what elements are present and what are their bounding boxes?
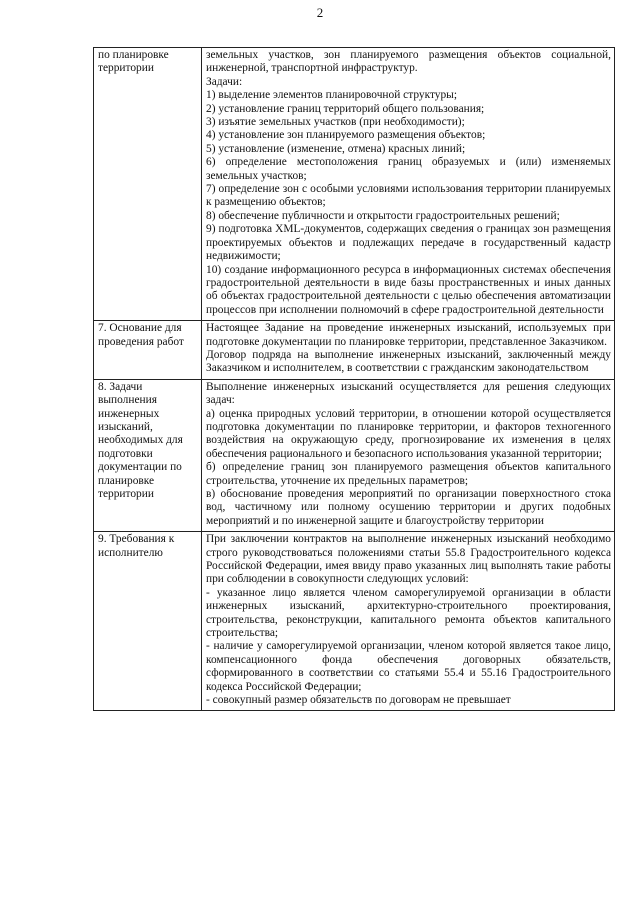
list-item: а) оценка природных условий территории, в отношении которой осуществляется подготовка документации по планировке территории, и факторов техногенного воздействия на окружающую среду, прогнозирование их изменения в целях обеспечения рационального и безопасного использования указанной территории; xyxy=(206,407,611,460)
requirements-table xyxy=(93,47,615,711)
row-label: по планировке территории xyxy=(94,48,202,321)
list-item: 3) изъятие земельных участков (при необходимости); xyxy=(206,116,465,129)
list-item: 7) определение зон с особыми условиями использования территории планируемых к размещению объектов; xyxy=(206,183,611,209)
table-row xyxy=(94,321,615,380)
list-item: - указанное лицо является членом саморегулируемой организации в области инженерных изысканий, архитектурно-строительного проектирования, строительства, реконструкции, капитального ремонта объектов капитального строительства; xyxy=(206,586,611,640)
list-item: 1) выделение элементов планировочной структуры; xyxy=(206,89,457,102)
table-row xyxy=(94,48,615,321)
row-content xyxy=(202,321,615,380)
paragraph: Настоящее Задание на проведение инженерных изысканий, используемых при подготовке документации по планировке территории, представленное Заказчиком. xyxy=(206,322,611,348)
paragraph: Выполнение инженерных изысканий осуществляется для решения следующих задач: xyxy=(206,380,611,407)
paragraph: Договор подряда на выполнение инженерных изысканий, заключенный между Заказчиком и исполнителем, в соответствии с гражданским законодательством xyxy=(206,348,611,375)
table-row xyxy=(94,379,615,531)
page-number: 2 xyxy=(316,5,324,20)
list-item: 5) установление (изменение, отмена) красных линий; xyxy=(206,142,466,155)
paragraph: При заключении контрактов на выполнение инженерных изысканий необходимо строго руководствоваться положениями статьи 55.8 Градостроительного кодекса Российской Федерации, имея ввиду право указанных лиц выполнять такие работы при соблюдении в совокупности следующих условий: xyxy=(206,533,611,586)
list-item: б) определение границ зон планируемого размещения объектов капитального строительства, уточнение их предельных параметров; xyxy=(206,461,611,487)
row-label: 8. Задачи выполнения инженерных изысканий, необходимых для подготовки документации по планировке территории xyxy=(94,379,202,531)
list-item: - совокупный размер обязательств по договорам не превышает xyxy=(206,694,511,707)
list-item: 6) определение местоположения границ образуемых и (или) изменяемых земельных участков; xyxy=(206,156,611,182)
row-content xyxy=(202,48,615,321)
row-content xyxy=(202,532,615,711)
row-label: 9. Требования к исполнителю xyxy=(94,532,202,711)
list-item: 9) подготовка XML-документов, содержащих сведения о границах зон размещения проектируемых объектов и подлежащих передаче в государственный кадастр недвижимости; xyxy=(206,223,611,263)
table-row xyxy=(94,532,615,711)
row-label: 7. Основание для проведения работ xyxy=(94,321,202,380)
list-item: 8) обеспечение публичности и открытости градостроительных решений; xyxy=(206,209,560,222)
list-item: 2) установление границ территорий общего пользования; xyxy=(206,102,485,115)
list-item: 10) создание информационного ресурса в информационных системах обеспечения градостроительной деятельности в виде базы пространственных и иных данных об объектах градостроительной деятельности с целью обеспечения автоматизации процессов при исполнении полномочий в сфере градостроительной деятельности xyxy=(206,263,611,316)
paragraph: земельных участков, зон планируемого размещения объектов социальной, инженерной, транспортной инфраструктур. xyxy=(206,49,611,75)
list-item: 4) установление зон планируемого размещения объектов; xyxy=(206,129,486,142)
list-item: - наличие у саморегулируемой организации, членом которой является такое лицо, компенсационного фонда обеспечения договорных обязательств, сформированного в соответствии со статьями 55.4 и 55.16 Градостроительного кодекса Российской Федерации; xyxy=(206,640,611,693)
list-item: в) обоснование проведения мероприятий по организации поверхностного стока вод, частичному или полному осушению территории и других подобных мероприятий и по инженерной защите и благоустройству территории xyxy=(206,488,611,527)
paragraph: Задачи: xyxy=(206,75,243,88)
row-content xyxy=(202,379,615,531)
